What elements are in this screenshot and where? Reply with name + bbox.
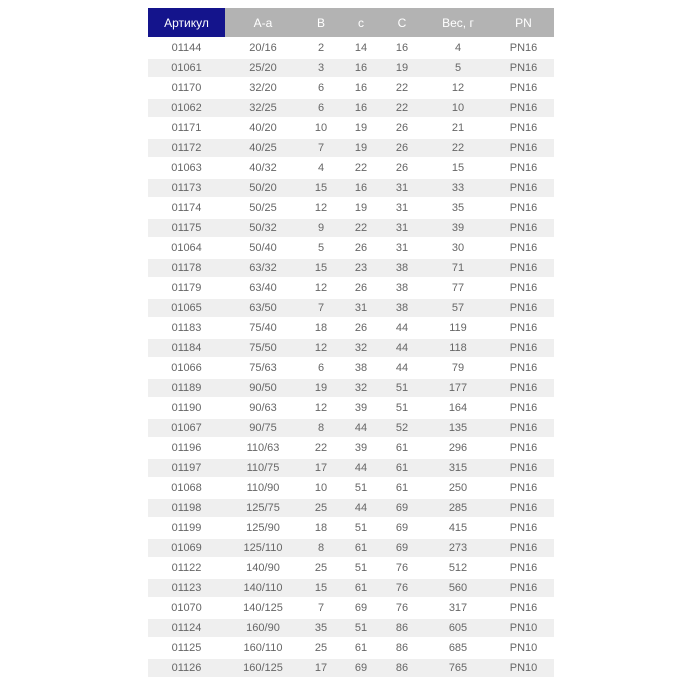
cell-b: 18 <box>301 319 341 337</box>
cell-c-small: 19 <box>341 199 381 217</box>
cell-a-a: 140/110 <box>225 579 301 597</box>
cell-article: 01124 <box>148 619 225 637</box>
cell-article: 01126 <box>148 659 225 677</box>
cell-article: 01171 <box>148 119 225 137</box>
table-row <box>148 419 554 437</box>
cell-article: 01068 <box>148 479 225 497</box>
cell-c-small: 69 <box>341 659 381 677</box>
cell-c-small: 32 <box>341 379 381 397</box>
cell-b: 7 <box>301 599 341 617</box>
cell-pn: PN16 <box>493 479 554 497</box>
cell-c-small: 38 <box>341 359 381 377</box>
cell-weight: 315 <box>423 459 493 477</box>
cell-article: 01198 <box>148 499 225 517</box>
cell-a-a: 140/125 <box>225 599 301 617</box>
cell-pn: PN16 <box>493 139 554 157</box>
cell-a-a: 110/75 <box>225 459 301 477</box>
cell-article: 01144 <box>148 39 225 57</box>
table-row <box>148 539 554 557</box>
cell-article: 01069 <box>148 539 225 557</box>
cell-weight: 79 <box>423 359 493 377</box>
cell-c-small: 26 <box>341 239 381 257</box>
cell-c-large: 61 <box>381 479 423 497</box>
cell-c-small: 26 <box>341 279 381 297</box>
cell-c-small: 44 <box>341 499 381 517</box>
cell-a-a: 125/90 <box>225 519 301 537</box>
table-row <box>148 159 554 177</box>
cell-weight: 605 <box>423 619 493 637</box>
cell-c-small: 16 <box>341 179 381 197</box>
cell-b: 8 <box>301 419 341 437</box>
cell-c-small: 51 <box>341 619 381 637</box>
cell-pn: PN16 <box>493 99 554 117</box>
cell-article: 01174 <box>148 199 225 217</box>
table-row <box>148 99 554 117</box>
cell-a-a: 110/90 <box>225 479 301 497</box>
cell-b: 18 <box>301 519 341 537</box>
cell-a-a: 125/75 <box>225 499 301 517</box>
cell-b: 15 <box>301 579 341 597</box>
cell-c-small: 44 <box>341 459 381 477</box>
cell-c-large: 76 <box>381 559 423 577</box>
table-row <box>148 479 554 497</box>
cell-pn: PN16 <box>493 79 554 97</box>
cell-weight: 317 <box>423 599 493 617</box>
table-row <box>148 519 554 537</box>
cell-a-a: 40/25 <box>225 139 301 157</box>
cell-b: 6 <box>301 359 341 377</box>
cell-c-large: 38 <box>381 299 423 317</box>
cell-a-a: 20/16 <box>225 39 301 57</box>
cell-weight: 765 <box>423 659 493 677</box>
header-a-a: A-a <box>225 8 301 37</box>
cell-pn: PN16 <box>493 439 554 457</box>
cell-pn: PN16 <box>493 239 554 257</box>
cell-c-small: 32 <box>341 339 381 357</box>
cell-article: 01065 <box>148 299 225 317</box>
cell-weight: 21 <box>423 119 493 137</box>
cell-weight: 30 <box>423 239 493 257</box>
cell-pn: PN16 <box>493 559 554 577</box>
cell-c-large: 38 <box>381 279 423 297</box>
spec-table <box>148 6 554 679</box>
header-row <box>148 8 554 37</box>
cell-a-a: 160/125 <box>225 659 301 677</box>
cell-article: 01172 <box>148 139 225 157</box>
cell-article: 01067 <box>148 419 225 437</box>
cell-b: 25 <box>301 499 341 517</box>
table-row <box>148 299 554 317</box>
cell-c-large: 52 <box>381 419 423 437</box>
cell-pn: PN16 <box>493 339 554 357</box>
header-c-small: c <box>341 8 381 37</box>
cell-pn: PN16 <box>493 219 554 237</box>
cell-article: 01070 <box>148 599 225 617</box>
cell-pn: PN10 <box>493 619 554 637</box>
cell-c-large: 31 <box>381 239 423 257</box>
cell-article: 01184 <box>148 339 225 357</box>
table-row <box>148 499 554 517</box>
cell-c-small: 16 <box>341 79 381 97</box>
cell-b: 12 <box>301 279 341 297</box>
cell-a-a: 90/63 <box>225 399 301 417</box>
cell-c-large: 44 <box>381 319 423 337</box>
cell-article: 01066 <box>148 359 225 377</box>
cell-a-a: 160/110 <box>225 639 301 657</box>
cell-article: 01122 <box>148 559 225 577</box>
cell-pn: PN16 <box>493 579 554 597</box>
cell-c-small: 19 <box>341 119 381 137</box>
table-row <box>148 179 554 197</box>
cell-a-a: 63/32 <box>225 259 301 277</box>
cell-c-large: 61 <box>381 459 423 477</box>
cell-c-small: 61 <box>341 639 381 657</box>
header-pn: PN <box>493 8 554 37</box>
cell-a-a: 160/90 <box>225 619 301 637</box>
cell-a-a: 140/90 <box>225 559 301 577</box>
cell-weight: 118 <box>423 339 493 357</box>
cell-pn: PN16 <box>493 39 554 57</box>
cell-c-small: 16 <box>341 59 381 77</box>
cell-a-a: 50/32 <box>225 219 301 237</box>
cell-c-large: 26 <box>381 139 423 157</box>
table-body <box>148 39 554 677</box>
cell-a-a: 50/20 <box>225 179 301 197</box>
cell-article: 01175 <box>148 219 225 237</box>
cell-article: 01061 <box>148 59 225 77</box>
cell-pn: PN10 <box>493 639 554 657</box>
table-row <box>148 239 554 257</box>
cell-pn: PN16 <box>493 259 554 277</box>
header-article: Артикул <box>148 8 225 37</box>
cell-pn: PN16 <box>493 199 554 217</box>
cell-weight: 57 <box>423 299 493 317</box>
cell-c-large: 16 <box>381 39 423 57</box>
cell-pn: PN16 <box>493 519 554 537</box>
cell-article: 01062 <box>148 99 225 117</box>
table-row <box>148 359 554 377</box>
cell-pn: PN16 <box>493 459 554 477</box>
cell-weight: 685 <box>423 639 493 657</box>
cell-c-large: 38 <box>381 259 423 277</box>
cell-a-a: 75/40 <box>225 319 301 337</box>
cell-weight: 39 <box>423 219 493 237</box>
header-c-large: C <box>381 8 423 37</box>
cell-weight: 119 <box>423 319 493 337</box>
cell-c-large: 19 <box>381 59 423 77</box>
cell-b: 17 <box>301 459 341 477</box>
table-row <box>148 379 554 397</box>
cell-weight: 22 <box>423 139 493 157</box>
cell-a-a: 75/63 <box>225 359 301 377</box>
cell-article: 01173 <box>148 179 225 197</box>
cell-c-small: 61 <box>341 579 381 597</box>
cell-a-a: 50/40 <box>225 239 301 257</box>
cell-b: 12 <box>301 199 341 217</box>
cell-article: 01199 <box>148 519 225 537</box>
cell-b: 5 <box>301 239 341 257</box>
cell-weight: 4 <box>423 39 493 57</box>
cell-c-small: 51 <box>341 479 381 497</box>
cell-pn: PN16 <box>493 279 554 297</box>
cell-b: 10 <box>301 479 341 497</box>
cell-pn: PN16 <box>493 179 554 197</box>
cell-article: 01063 <box>148 159 225 177</box>
cell-c-large: 86 <box>381 659 423 677</box>
cell-c-small: 22 <box>341 159 381 177</box>
cell-c-large: 26 <box>381 119 423 137</box>
cell-c-small: 44 <box>341 419 381 437</box>
cell-article: 01196 <box>148 439 225 457</box>
cell-a-a: 75/50 <box>225 339 301 357</box>
cell-c-small: 39 <box>341 439 381 457</box>
cell-a-a: 125/110 <box>225 539 301 557</box>
cell-c-large: 61 <box>381 439 423 457</box>
cell-c-large: 86 <box>381 639 423 657</box>
cell-c-large: 22 <box>381 99 423 117</box>
cell-a-a: 25/20 <box>225 59 301 77</box>
cell-c-small: 22 <box>341 219 381 237</box>
header-weight: Вес, г <box>423 8 493 37</box>
cell-weight: 33 <box>423 179 493 197</box>
table-row <box>148 259 554 277</box>
cell-weight: 35 <box>423 199 493 217</box>
cell-c-small: 51 <box>341 559 381 577</box>
cell-pn: PN16 <box>493 399 554 417</box>
cell-b: 25 <box>301 639 341 657</box>
cell-c-large: 51 <box>381 399 423 417</box>
cell-c-small: 14 <box>341 39 381 57</box>
cell-weight: 273 <box>423 539 493 557</box>
table-row <box>148 579 554 597</box>
cell-c-large: 51 <box>381 379 423 397</box>
cell-weight: 296 <box>423 439 493 457</box>
cell-c-small: 69 <box>341 599 381 617</box>
cell-weight: 15 <box>423 159 493 177</box>
cell-b: 7 <box>301 299 341 317</box>
cell-weight: 512 <box>423 559 493 577</box>
cell-article: 01183 <box>148 319 225 337</box>
cell-article: 01189 <box>148 379 225 397</box>
cell-pn: PN16 <box>493 379 554 397</box>
cell-b: 6 <box>301 99 341 117</box>
table-row <box>148 319 554 337</box>
table-row <box>148 79 554 97</box>
table-row <box>148 619 554 637</box>
cell-a-a: 50/25 <box>225 199 301 217</box>
cell-weight: 10 <box>423 99 493 117</box>
table-row <box>148 559 554 577</box>
cell-b: 10 <box>301 119 341 137</box>
cell-b: 17 <box>301 659 341 677</box>
cell-b: 25 <box>301 559 341 577</box>
cell-article: 01190 <box>148 399 225 417</box>
cell-pn: PN10 <box>493 659 554 677</box>
cell-c-large: 44 <box>381 339 423 357</box>
cell-b: 15 <box>301 259 341 277</box>
cell-c-large: 69 <box>381 539 423 557</box>
cell-weight: 71 <box>423 259 493 277</box>
cell-pn: PN16 <box>493 119 554 137</box>
cell-b: 8 <box>301 539 341 557</box>
cell-c-large: 31 <box>381 199 423 217</box>
cell-c-large: 69 <box>381 499 423 517</box>
cell-b: 12 <box>301 399 341 417</box>
cell-c-small: 51 <box>341 519 381 537</box>
cell-pn: PN16 <box>493 59 554 77</box>
cell-weight: 285 <box>423 499 493 517</box>
cell-weight: 135 <box>423 419 493 437</box>
cell-weight: 77 <box>423 279 493 297</box>
cell-b: 15 <box>301 179 341 197</box>
table-row <box>148 199 554 217</box>
cell-b: 9 <box>301 219 341 237</box>
cell-article: 01197 <box>148 459 225 477</box>
cell-b: 2 <box>301 39 341 57</box>
cell-pn: PN16 <box>493 299 554 317</box>
cell-c-large: 31 <box>381 179 423 197</box>
table-row <box>148 639 554 657</box>
cell-weight: 250 <box>423 479 493 497</box>
table-row <box>148 139 554 157</box>
table-row <box>148 39 554 57</box>
cell-c-large: 76 <box>381 579 423 597</box>
table-row <box>148 399 554 417</box>
cell-weight: 5 <box>423 59 493 77</box>
cell-c-small: 26 <box>341 319 381 337</box>
cell-a-a: 40/32 <box>225 159 301 177</box>
cell-c-small: 16 <box>341 99 381 117</box>
cell-a-a: 32/20 <box>225 79 301 97</box>
cell-c-small: 19 <box>341 139 381 157</box>
cell-pn: PN16 <box>493 499 554 517</box>
cell-article: 01178 <box>148 259 225 277</box>
table-row <box>148 119 554 137</box>
table-row <box>148 459 554 477</box>
cell-b: 7 <box>301 139 341 157</box>
table-row <box>148 59 554 77</box>
cell-b: 19 <box>301 379 341 397</box>
cell-a-a: 63/50 <box>225 299 301 317</box>
header-b: B <box>301 8 341 37</box>
cell-article: 01125 <box>148 639 225 657</box>
cell-a-a: 63/40 <box>225 279 301 297</box>
cell-article: 01064 <box>148 239 225 257</box>
cell-article: 01179 <box>148 279 225 297</box>
cell-pn: PN16 <box>493 159 554 177</box>
cell-b: 12 <box>301 339 341 357</box>
table-row <box>148 279 554 297</box>
cell-c-small: 23 <box>341 259 381 277</box>
cell-c-large: 86 <box>381 619 423 637</box>
cell-pn: PN16 <box>493 539 554 557</box>
cell-a-a: 90/50 <box>225 379 301 397</box>
cell-weight: 177 <box>423 379 493 397</box>
table-row <box>148 599 554 617</box>
cell-weight: 415 <box>423 519 493 537</box>
cell-pn: PN16 <box>493 359 554 377</box>
cell-a-a: 32/25 <box>225 99 301 117</box>
cell-c-small: 31 <box>341 299 381 317</box>
cell-weight: 12 <box>423 79 493 97</box>
cell-b: 35 <box>301 619 341 637</box>
cell-c-large: 76 <box>381 599 423 617</box>
table-row <box>148 439 554 457</box>
cell-weight: 164 <box>423 399 493 417</box>
cell-a-a: 110/63 <box>225 439 301 457</box>
cell-article: 01170 <box>148 79 225 97</box>
cell-pn: PN16 <box>493 419 554 437</box>
cell-c-large: 44 <box>381 359 423 377</box>
cell-b: 6 <box>301 79 341 97</box>
table-row <box>148 219 554 237</box>
cell-c-large: 26 <box>381 159 423 177</box>
cell-c-large: 22 <box>381 79 423 97</box>
cell-weight: 560 <box>423 579 493 597</box>
cell-article: 01123 <box>148 579 225 597</box>
cell-c-small: 39 <box>341 399 381 417</box>
cell-c-large: 69 <box>381 519 423 537</box>
cell-pn: PN16 <box>493 599 554 617</box>
cell-pn: PN16 <box>493 319 554 337</box>
cell-c-large: 31 <box>381 219 423 237</box>
cell-b: 22 <box>301 439 341 457</box>
table-row <box>148 339 554 357</box>
cell-a-a: 40/20 <box>225 119 301 137</box>
cell-b: 3 <box>301 59 341 77</box>
cell-a-a: 90/75 <box>225 419 301 437</box>
cell-b: 4 <box>301 159 341 177</box>
table-row <box>148 659 554 677</box>
cell-c-small: 61 <box>341 539 381 557</box>
